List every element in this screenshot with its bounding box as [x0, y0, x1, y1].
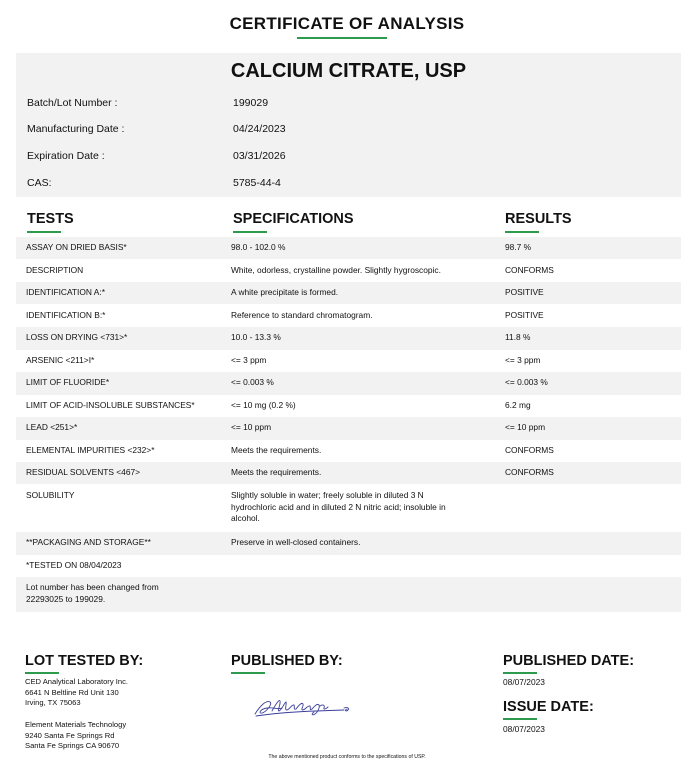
- results-header: RESULTS: [505, 211, 572, 227]
- test-name: IDENTIFICATION A:*: [26, 287, 105, 297]
- table-row: [16, 282, 681, 304]
- test-result: 98.7 %: [505, 242, 532, 252]
- test-spec: Meets the requirements.: [231, 445, 322, 455]
- test-spec: Preserve in well-closed containers.: [231, 537, 361, 547]
- test-name: RESIDUAL SOLVENTS <467>: [26, 467, 141, 477]
- lab-2-name: Element Materials Technology: [25, 720, 127, 729]
- published-date-underline: [503, 672, 537, 674]
- lab-2-city: Santa Fe Springs CA 90670: [25, 741, 120, 750]
- lab-2-address: [25, 720, 126, 752]
- table-row: [16, 305, 681, 327]
- test-name: ARSENIC <211>I*: [26, 355, 95, 365]
- table-row: [16, 555, 681, 577]
- test-result: CONFORMS: [505, 445, 554, 455]
- test-result: <= 10 ppm: [505, 422, 546, 432]
- test-spec: <= 3 ppm: [231, 355, 267, 365]
- published-date-value: 08/07/2023: [503, 677, 545, 687]
- published-by-heading: PUBLISHED BY:: [231, 653, 343, 669]
- cas-label: CAS:: [27, 177, 52, 189]
- lot-tested-by-heading: LOT TESTED BY:: [25, 653, 144, 669]
- test-spec: Reference to standard chromatogram.: [231, 310, 373, 320]
- published-date-heading: PUBLISHED DATE:: [503, 653, 635, 669]
- cas-row: [16, 177, 681, 197]
- test-result: CONFORMS: [505, 467, 554, 477]
- test-name: LOSS ON DRYING <731>*: [26, 332, 128, 342]
- lab-2-street: 9240 Santa Fe Springs Rd: [25, 730, 115, 740]
- test-spec: <= 10 ppm: [231, 422, 272, 432]
- lab-1-street: 6641 N Beltline Rd Unit 130: [25, 687, 119, 697]
- test-name: DESCRIPTION: [26, 265, 84, 275]
- tests-header-underline: [27, 231, 61, 233]
- batch-lot-value: 199029: [233, 97, 269, 109]
- table-row: [16, 532, 681, 555]
- table-row: [16, 350, 681, 372]
- test-result: <= 0.003 %: [505, 377, 548, 387]
- manufacturing-date-row: [16, 123, 681, 143]
- expiration-date-value: 03/31/2026: [233, 150, 286, 162]
- product-name: CALCIUM CITRATE, USP: [230, 60, 467, 82]
- test-result: 6.2 mg: [505, 400, 531, 410]
- test-result: POSITIVE: [505, 287, 544, 297]
- table-row: [16, 485, 681, 532]
- table-row: [16, 462, 681, 484]
- lot-tested-by-underline: [25, 672, 59, 674]
- issue-date-value: 08/07/2023: [503, 724, 545, 734]
- test-spec: A white precipitate is formed.: [231, 287, 339, 297]
- test-name: IDENTIFICATION B:*: [26, 310, 106, 320]
- test-name: ELEMENTAL IMPURITIES <232>*: [26, 445, 155, 455]
- lab-1-city: Irving, TX 75063: [25, 698, 81, 707]
- title-underline: [297, 37, 387, 39]
- published-by-underline: [231, 672, 265, 674]
- test-result: 11.8 %: [505, 332, 531, 342]
- table-row: [16, 440, 681, 462]
- table-row: [16, 237, 681, 259]
- test-spec: <= 0.003 %: [231, 377, 274, 387]
- specifications-header-underline: [233, 231, 267, 233]
- expiration-date-label: Expiration Date :: [27, 150, 105, 162]
- expiration-date-row: [16, 150, 681, 170]
- document-title: CERTIFICATE OF ANALYSIS: [229, 14, 465, 33]
- test-name: ASSAY ON DRIED BASIS*: [26, 242, 127, 252]
- lab-1-name: CED Analytical Laboratory Inc.: [25, 677, 128, 686]
- test-name: LIMIT OF ACID-INSOLUBLE SUBSTANCES*: [26, 400, 195, 410]
- test-name: **PACKAGING AND STORAGE**: [26, 537, 151, 547]
- table-row: [16, 395, 681, 417]
- table-row: [16, 577, 681, 612]
- test-spec: 10.0 - 13.3 %: [231, 332, 281, 342]
- test-name: LIMIT OF FLUORIDE*: [26, 377, 110, 387]
- issue-date-heading: ISSUE DATE:: [503, 699, 594, 715]
- results-header-underline: [505, 231, 539, 233]
- product-info-box: [16, 53, 681, 197]
- table-row: [16, 260, 681, 282]
- manufacturing-date-label: Manufacturing Date :: [27, 123, 125, 135]
- issue-date-underline: [503, 718, 537, 720]
- manufacturing-date-value: 04/24/2023: [233, 123, 286, 135]
- test-result: CONFORMS: [505, 265, 554, 275]
- footer-note: The above mentioned product conforms to the specifications of USP.: [268, 754, 426, 760]
- test-spec: Meets the requirements.: [231, 467, 322, 477]
- test-name: SOLUBILITY: [26, 490, 75, 500]
- test-spec: <= 10 mg (0.2 %): [231, 400, 296, 410]
- test-date-note: *TESTED ON 08/04/2023: [26, 560, 122, 570]
- specifications-header: SPECIFICATIONS: [233, 211, 354, 227]
- batch-lot-row: [16, 97, 681, 117]
- lot-change-note: Lot number has been changed from 22293025 to 199029.: [26, 582, 159, 604]
- test-name: LEAD <251>*: [26, 422, 78, 432]
- cas-value: 5785-44-4: [233, 177, 281, 189]
- handwritten-signature: [252, 694, 356, 722]
- table-row: [16, 327, 681, 350]
- lab-1-address: [25, 677, 128, 709]
- test-spec: White, odorless, crystalline powder. Slightly hygroscopic.: [231, 265, 441, 275]
- table-row: [16, 372, 681, 395]
- batch-lot-label: Batch/Lot Number :: [27, 97, 118, 109]
- tests-header: TESTS: [27, 211, 74, 227]
- test-result: <= 3 ppm: [505, 355, 541, 365]
- table-row: [16, 417, 681, 440]
- test-spec: Slightly soluble in water; freely soluble in diluted 3 N hydrochloric acid and in diluted 2 N nitric acid; insoluble in alcohol.: [231, 490, 446, 523]
- test-spec: 98.0 - 102.0 %: [231, 242, 286, 252]
- test-result: POSITIVE: [505, 310, 544, 320]
